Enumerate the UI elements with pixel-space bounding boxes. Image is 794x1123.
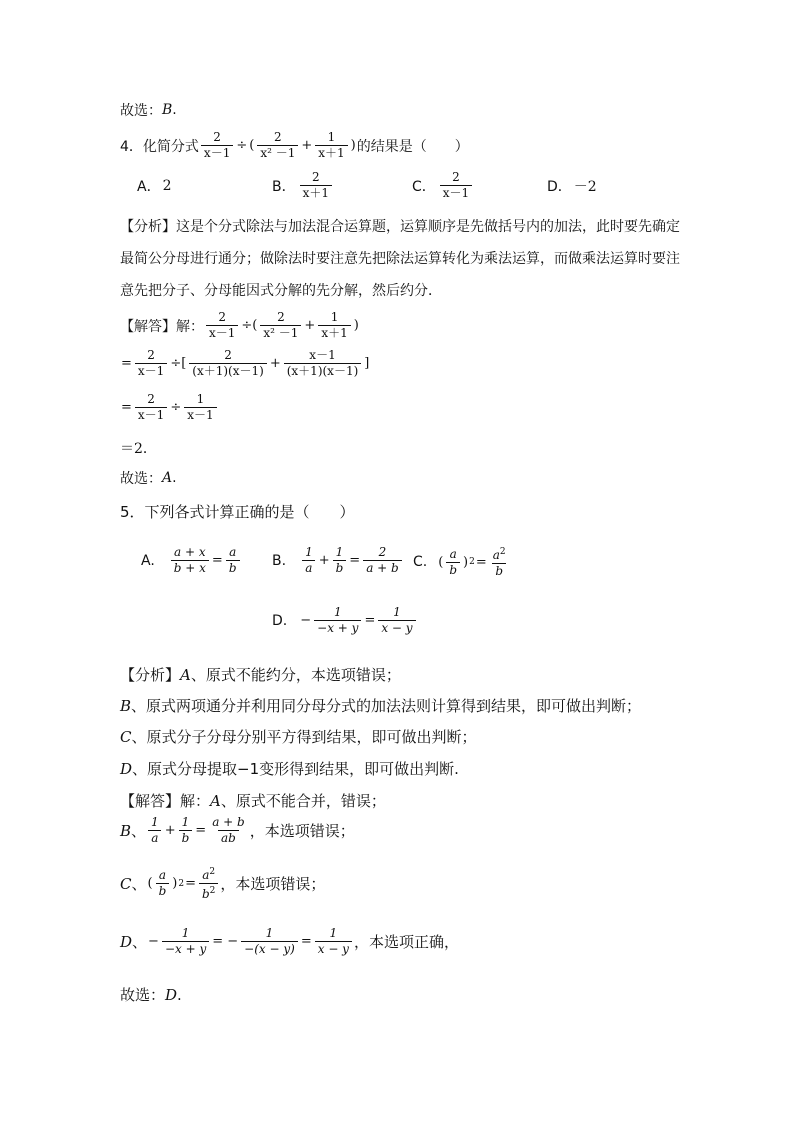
q4-option-c: C． $\frac{2}{x-1}$ <box>412 170 474 201</box>
q4-analysis-line-1: 【分析】 这是个分式除法与加法混合运算题，运算顺序是先做括号内的加法，此时要先确定 <box>120 216 680 236</box>
analysis-tag: 【分析】 <box>120 219 176 235</box>
fraction: $\frac{a + x}{b + x}$ <box>171 545 209 576</box>
q4-solution-line-3: = $\frac{2}{x-1}$ ÷ $\frac{1}{x-1}$ <box>120 392 219 423</box>
q5-analysis-line-b: B 、原式两项通分并利用同分母分式的加法法则计算得到结果，即可做出判断； <box>120 696 642 715</box>
prev-answer-line <box>120 100 177 120</box>
fraction: $\frac{2}{\text{x² －1}}$ <box>260 310 301 341</box>
plus-sign: + <box>301 138 313 153</box>
fraction: $\frac{1}{x - y}$ <box>378 605 415 636</box>
fraction: $\frac{a + b}{ab}$ <box>212 815 245 845</box>
fraction: $\frac{1}{-x + y}$ <box>162 926 209 957</box>
answer-choice: D <box>165 985 178 1004</box>
fraction: $\frac{a^2}{b}$ <box>492 547 506 578</box>
fraction: $\frac{2}{x-1}$ <box>135 392 167 423</box>
solution-tag: 【解答】 <box>120 318 176 335</box>
q5-option-c: C. ( $\frac{a}{b}$ ) 2 = $\frac{a^2}{b}$ <box>413 545 511 579</box>
fraction: $\frac{1}{x-1}$ <box>184 392 216 423</box>
q4-number: 4． <box>120 138 143 155</box>
fraction: $\frac{1}{-(x - y)}$ <box>241 926 298 957</box>
q4-answer-line: 故选： A . <box>120 470 177 487</box>
q4-fraction-2: $\frac{2}{\text{x² －1}}$ <box>257 130 298 161</box>
q4-option-c-fraction: $\frac{2}{x-1}$ <box>440 170 472 201</box>
q4-option-b: B． $\frac{2}{x+1}$ <box>272 170 334 201</box>
fraction: $\frac{2}{x-1}$ <box>206 310 238 341</box>
fraction: $\frac{x-1}{(x+1)(x-1)}$ <box>284 348 362 379</box>
fraction: $\frac{1}{a}$ <box>148 815 162 846</box>
fraction: $\frac{1}{a}$ <box>302 545 316 576</box>
fraction: $\frac{a}{b}$ <box>156 868 170 899</box>
q5-option-b: B. $\frac{1}{a}$ + $\frac{1}{b}$ = $\frac{2}{a + b}$ <box>272 545 404 576</box>
fraction: $\frac{1}{x - y}$ <box>315 926 352 957</box>
q5-analysis-line-d: D 、原式分母提取−1变形得到结果，即可做出判断. <box>120 759 459 778</box>
fraction: $\frac{1}{x+1}$ <box>318 310 350 341</box>
q4-solution-line-1: 【解答】 解： $\frac{2}{x-1}$ ÷( $\frac{2}{\text{x² －1}}$ + $\frac{1}{x+1}$ ) <box>120 310 359 340</box>
fraction: $\frac{1}{b}$ <box>333 545 347 576</box>
q5-solution-line-a: 【解答】 解： A 、原式不能合并，错误； <box>120 791 386 810</box>
q4-stem <box>120 130 469 161</box>
q5-stem-text: 下列各式计算正确的是（ ） <box>144 503 355 521</box>
q4-option-b-fraction: $\frac{2}{x+1}$ <box>300 170 332 201</box>
q4-stem-suffix: 的结果是（ ） <box>356 138 469 155</box>
q4-option-d: D． －2 <box>547 179 597 195</box>
q4-solution-line-2: = $\frac{2}{x-1}$ ÷[ $\frac{2}{(x+1)(x-1)}$ + $\frac{x-1}{(x+1)(x-1)}$ ] <box>121 348 370 378</box>
answer-choice: B <box>162 102 173 118</box>
fraction: $\frac{2}{a + b}$ <box>363 545 402 576</box>
q5-solution-line-d: D 、 − $\frac{1}{-x + y}$ = − $\frac{1}{-(x - y)}$ = $\frac{1}{x - y}$ ，本选项正确， <box>120 926 459 956</box>
fraction: $\frac{a}{b}$ <box>226 545 240 576</box>
q4-fraction-1: $\frac{2}{x-1}$ <box>201 130 233 161</box>
q5-number: 5． <box>120 503 145 521</box>
answer-prefix: 故选： <box>120 103 162 119</box>
q5-option-d: D. − $\frac{1}{-x + y}$ = $\frac{1}{x - y}$ <box>272 605 418 636</box>
q5-solution-line-c: C 、 ( $\frac{a}{b}$ ) 2 = $\frac{a^2}{b^2}$ ，本选项错误； <box>120 867 326 901</box>
fraction: $\frac{1}{-x + y}$ <box>314 605 361 636</box>
analysis-tag: 【分析】 <box>120 666 181 684</box>
q5-option-a: A. $\frac{a + x}{b + x}$ = $\frac{a}{b}$ <box>141 545 242 576</box>
right-paren: ) <box>350 138 356 153</box>
fraction: $\frac{2}{x-1}$ <box>135 348 167 379</box>
fraction: $\frac{2}{(x+1)(x-1)}$ <box>189 348 267 379</box>
answer-choice: A <box>162 470 173 486</box>
q4-analysis-line-3: 意先把分子、分母能因式分解的先分解，然后约分． <box>120 283 442 299</box>
divide-sign: ÷ <box>236 138 248 153</box>
fraction: $\frac{a}{b}$ <box>446 547 460 578</box>
q5-answer-line: 故选： D . <box>120 985 182 1004</box>
q5-analysis-line-a: 【分析】 A 、原式不能约分，本选项错误； <box>120 665 401 684</box>
q5-analysis-line-c: C 、原式分子分母分别平方得到结果，即可做出判断； <box>120 727 477 746</box>
fraction: $\frac{1}{b}$ <box>179 815 193 846</box>
q4-stem-prefix: 化简分式 <box>142 138 199 155</box>
q4-solution-line-4: ＝2． <box>120 441 157 457</box>
left-paren: ( <box>249 138 255 153</box>
fraction: $\frac{a^2}{b^2}$ <box>199 865 218 902</box>
q4-fraction-3: $\frac{1}{x+1}$ <box>315 130 347 161</box>
q5-stem <box>120 501 355 522</box>
solution-tag: 【解答】 <box>120 792 181 810</box>
q4-analysis-line-2: 最简公分母进行通分；做除法时要注意先把除法运算转化为乘法运算，而做乘法运算时要注 <box>120 251 680 267</box>
q4-option-a: A． 2 <box>137 178 172 195</box>
q5-solution-line-b: B 、 $\frac{1}{a}$ + $\frac{1}{b}$ = $\frac{a + b}{ab}$ ，本选项错误； <box>120 815 355 845</box>
answer-suffix: . <box>172 102 177 118</box>
